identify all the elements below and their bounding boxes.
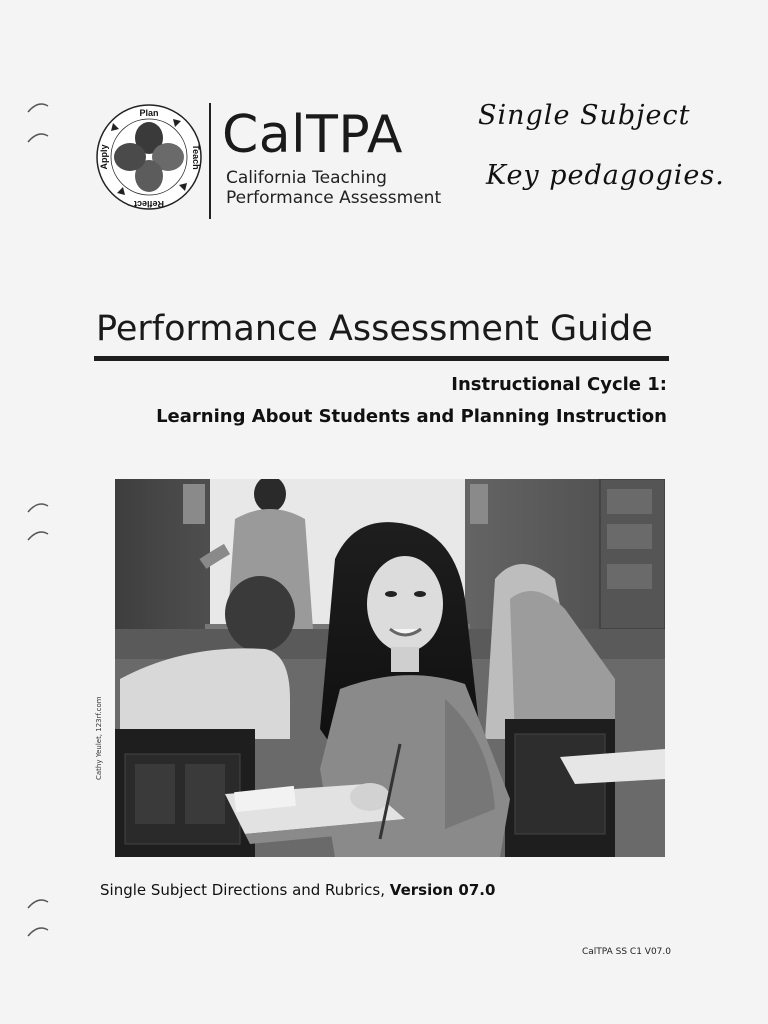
logo-divider bbox=[209, 103, 211, 219]
punch-mark bbox=[26, 500, 50, 514]
handwritten-note-line2: Key pedagogies. bbox=[486, 160, 725, 191]
instructional-cycle-subtitle: Learning About Students and Planning Instruction bbox=[156, 406, 667, 427]
punch-mark bbox=[26, 924, 50, 938]
classroom-photo bbox=[115, 479, 665, 857]
wheel-label-reflect: Reflect bbox=[133, 199, 165, 209]
caltpa-wheel-logo bbox=[95, 103, 203, 211]
punch-mark bbox=[26, 528, 50, 542]
punch-mark bbox=[26, 100, 50, 114]
version-label: Version 07.0 bbox=[389, 881, 496, 899]
punch-mark bbox=[26, 896, 50, 910]
photo-credit: Cathy Yeulet, 123rf.com bbox=[95, 696, 103, 780]
document-code: CalTPA SS C1 V07.0 bbox=[581, 947, 671, 957]
wheel-label-apply: Apply bbox=[99, 144, 109, 170]
directions-line bbox=[100, 879, 495, 901]
title-rule bbox=[94, 356, 669, 361]
wheel-label-plan: Plan bbox=[139, 108, 159, 118]
brand-subtitle-line2: Performance Assessment bbox=[226, 188, 442, 208]
directions-label: Single Subject Directions and Rubrics, bbox=[100, 881, 385, 899]
wheel-label-teach: Teach bbox=[191, 144, 201, 170]
punch-mark bbox=[26, 130, 50, 144]
brand-subtitle bbox=[226, 168, 441, 208]
brand-name: CalTPA bbox=[222, 105, 403, 165]
handwritten-note-line1: Single Subject bbox=[478, 100, 691, 131]
instructional-cycle-heading: Instructional Cycle 1: bbox=[451, 374, 667, 395]
document-title: Performance Assessment Guide bbox=[96, 309, 653, 349]
brand-subtitle-line1: California Teaching bbox=[226, 168, 387, 188]
